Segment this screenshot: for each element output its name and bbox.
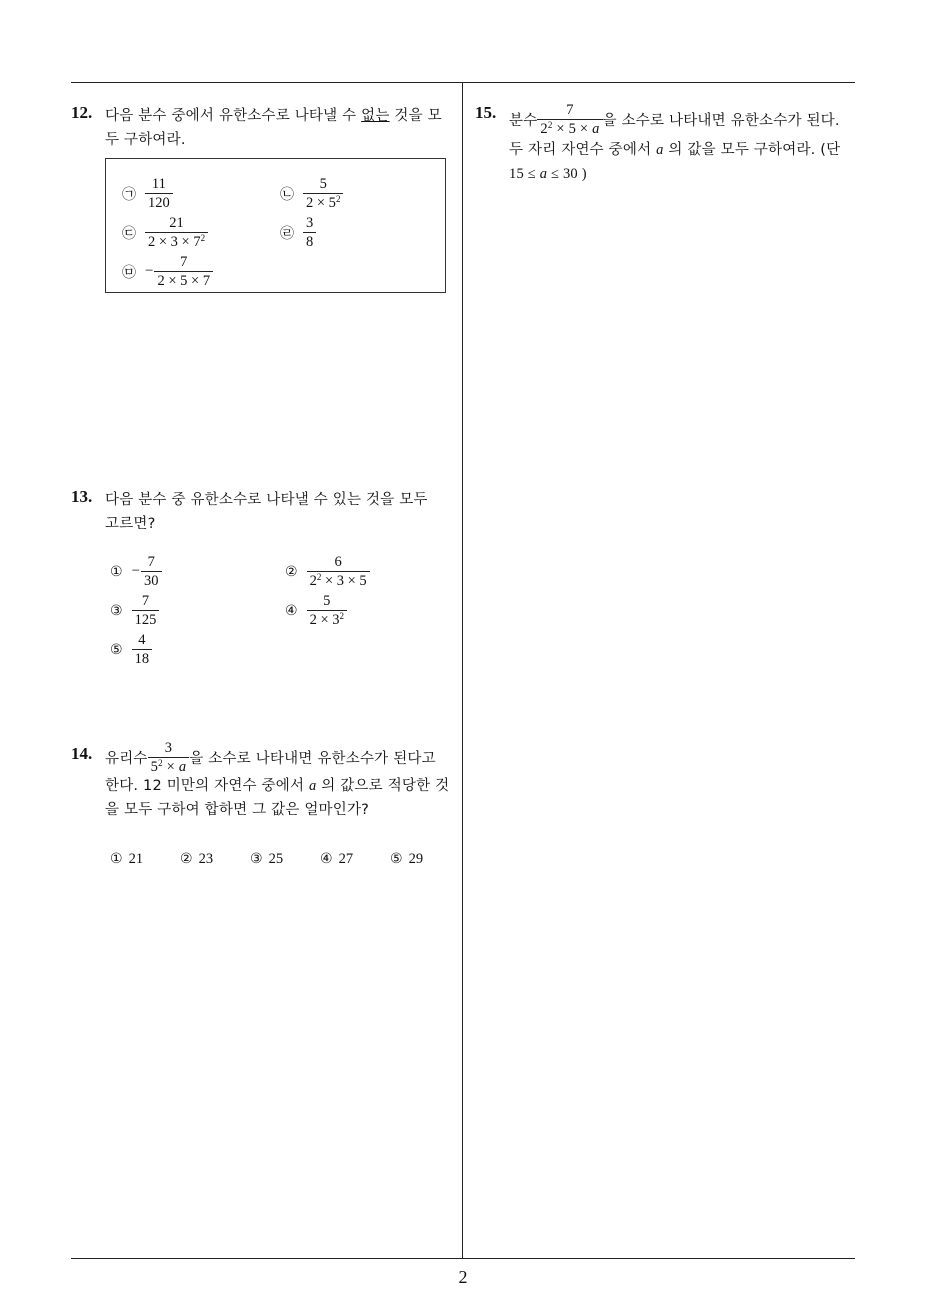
choice-marker: ⑤ [390,851,403,867]
denominator: 2 × 5 × 7 [154,271,213,289]
choice-marker: ① [110,851,123,867]
question-14-text [105,739,465,822]
q15-fraction [537,102,602,137]
q12-option-4[interactable] [280,215,316,250]
denominator: 125 [132,610,160,628]
q14-line3: 을 모두 구하여 합하면 그 값은 얼마인가? [105,802,370,818]
q14-line2-a: 한다. 12 미만의 자연수 중에서 [105,778,309,794]
numerator: 6 [334,554,342,570]
question-12-number: 12. [71,103,93,122]
denominator-base: 2 × 3 [309,612,340,628]
q12-option-5[interactable] [122,254,213,289]
denominator [148,757,190,775]
q14-fraction [148,740,190,775]
q13-option-3-marker: ③ [110,602,123,619]
question-13-number: 13. [71,487,93,506]
q13-option-5-fraction [132,632,153,667]
exponent: 2 [200,233,206,243]
q13-option-2[interactable] [285,554,370,589]
numerator: 7 [141,593,150,609]
minus-sign: − [145,263,154,279]
q13-option-4-marker: ④ [285,602,298,619]
choice-value: 25 [268,851,284,867]
denominator [145,232,208,250]
q12-option-2-marker: ㉡ [280,186,294,203]
q13-option-2-fraction [307,554,370,589]
q12-line2: 두 구하여라. [105,132,186,148]
q14-choice-2[interactable] [180,851,213,868]
q13-option-3-fraction [132,593,160,628]
q14-pre: 유리수 [105,751,148,767]
q13-line2: 고르면? [105,516,156,532]
question-14-number: 14. [71,744,93,763]
q12-option-4-fraction [303,215,316,250]
q15-post: 을 소수로 나타내면 유한소수가 된다. [602,113,840,129]
q15-pre: 분수 [509,113,538,129]
variable-a: a [178,758,187,775]
q12-option-5-fraction [154,254,213,289]
denominator: 18 [132,649,153,667]
q12-line1-b: 것을 모 [389,108,442,124]
q15-line2-a: 두 자리 자연수 중에서 [509,142,657,158]
q12-option-1-marker: ㉠ [122,186,136,203]
exponent: 2 [335,194,341,204]
q13-option-1-fraction [141,554,162,589]
denominator-rest: × 3 × 5 [321,573,367,589]
q14-choice-3[interactable] [250,851,283,868]
variable-a: a [656,142,664,158]
numerator: 11 [151,176,166,192]
q13-option-4-fraction [307,593,347,628]
q13-option-5-marker: ⑤ [110,641,123,658]
numerator: 5 [319,176,327,192]
numerator: 7 [180,254,188,270]
q12-option-1[interactable] [122,176,173,211]
denominator [307,571,370,589]
page-number: 2 [458,1267,468,1287]
q13-option-1[interactable] [110,554,162,589]
denominator: 30 [141,571,162,589]
choice-value: 23 [198,851,214,867]
variable-a: a [539,166,548,182]
q14-line2-b: 의 값으로 적당한 것 [316,778,450,794]
q14-post: 을 소수로 나타내면 유한소수가 된다고 [189,751,436,767]
q12-line1-a: 다음 분수 중에서 유한소수로 나타낼 수 [105,108,362,124]
question-15-text [509,101,859,186]
q12-option-2[interactable] [280,176,343,211]
denominator [303,193,343,211]
numerator: 7 [147,554,155,570]
q12-option-1-fraction [145,176,173,211]
denominator-base: 5 [150,758,159,775]
denominator: 120 [145,193,173,211]
q12-option-3[interactable] [122,215,208,250]
q15-line3-b: ≤ 30 ) [547,166,587,182]
denominator [307,610,347,628]
column-divider [462,82,463,1258]
exponent: 2 [547,119,553,130]
choice-value: 21 [128,851,144,867]
denominator: 8 [303,232,316,250]
choice-marker: ② [180,851,193,867]
q12-option-4-marker: ㉣ [280,225,294,242]
denominator-rest: × 5 × [552,120,593,137]
q13-option-4[interactable] [285,593,347,628]
numerator: 21 [169,215,184,231]
exponent: 2 [316,572,322,582]
q15-line3-a: 15 ≤ [509,166,540,182]
question-12-text [105,104,460,152]
variable-a: a [308,778,317,794]
q13-option-5[interactable] [110,632,152,667]
q14-choice-4[interactable] [320,851,353,868]
choice-value: 29 [408,851,424,867]
choice-marker: ③ [250,851,263,867]
minus-sign: − [131,563,141,579]
q13-line1: 다음 분수 중 유한소수로 나타낼 수 있는 것을 모두 [105,492,428,508]
times-sign: × [162,758,179,775]
q15-line2-b: 의 값을 모두 구하여라. (단 [663,142,841,158]
denominator-base: 2 × 3 × 7 [148,234,201,250]
q13-option-3[interactable] [110,593,159,628]
question-13-text [105,488,460,536]
numerator: 4 [138,632,146,648]
q12-underlined-word: 없는 [361,108,390,124]
variable-a: a [592,120,600,137]
denominator-base: 2 [540,120,548,137]
denominator-base: 2 × 5 [306,195,336,211]
q13-option-1-marker: ① [110,563,123,580]
exponent: 2 [158,757,163,768]
q13-option-2-marker: ② [285,563,298,580]
q12-option-2-fraction [303,176,343,211]
denominator [537,119,602,137]
numerator: 3 [306,215,314,231]
denominator-base: 2 [309,573,317,589]
numerator: 5 [323,593,331,609]
bottom-rule [71,1258,855,1259]
top-rule [71,82,855,83]
choice-value: 27 [338,851,354,867]
q12-option-3-fraction [145,215,208,250]
question-15-number: 15. [475,103,497,122]
q12-option-5-marker: ㉤ [122,264,136,281]
numerator: 7 [566,101,574,118]
numerator: 3 [164,739,173,756]
q14-choice-5[interactable] [390,851,423,868]
choice-marker: ④ [320,851,333,867]
q12-option-3-marker: ㉢ [122,225,136,242]
exponent: 2 [339,611,344,621]
q14-choice-1[interactable] [110,851,143,868]
